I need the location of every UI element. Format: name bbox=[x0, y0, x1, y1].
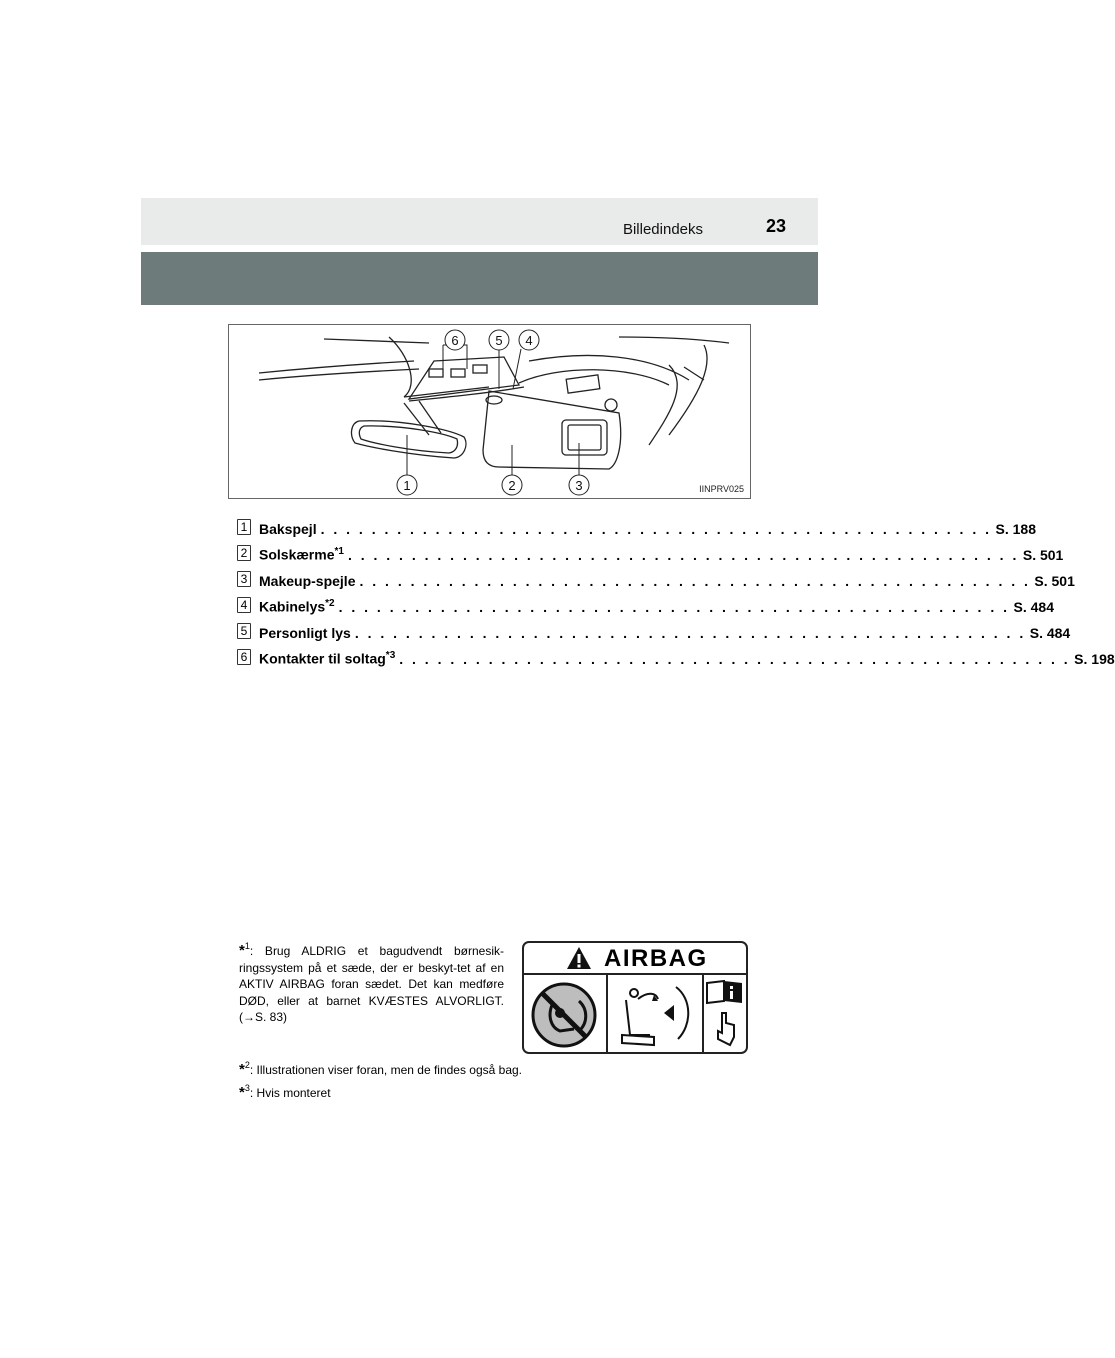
page-reference[interactable]: S. 484 bbox=[1013, 599, 1054, 615]
footnote-text: : Illustrationen viser foran, men de findes også bag. bbox=[249, 1063, 523, 1077]
page-reference[interactable]: S. 198 bbox=[1074, 651, 1115, 667]
item-label: Kabinelys$^{*2}$ bbox=[259, 598, 335, 615]
footnote-1 bbox=[239, 938, 504, 1026]
dot-leader: . . . . . . . . . . . . . . . . . . . . . . . . . . . . . . . . . . . . . . . . . . . . . . . . . . . . . bbox=[354, 625, 1026, 641]
dot-leader: . . . . . . . . . . . . . . . . . . . . . . . . . . . . . . . . . . . . . . . . . . . . . . . . . . . . . bbox=[320, 521, 992, 537]
item-number: 6 bbox=[237, 649, 251, 665]
list-item bbox=[237, 589, 1054, 615]
item-number: 4 bbox=[237, 597, 251, 613]
item-number: 3 bbox=[237, 571, 251, 587]
footnote-marker: *$^1$ bbox=[239, 941, 250, 959]
item-number: 5 bbox=[237, 623, 251, 639]
item-label: Solskærme$^{*1}$ bbox=[259, 546, 344, 563]
overhead-console-illustration bbox=[228, 324, 751, 499]
section-title: Billedindeks bbox=[622, 221, 703, 238]
dot-leader: . . . . . . . . . . . . . . . . . . . . . . . . . . . . . . . . . . . . . . . . . . . . . . . . . . . . . bbox=[399, 651, 1071, 667]
page-number: 23 bbox=[765, 216, 786, 236]
callout-label: 4 bbox=[525, 333, 533, 348]
footnote-text: : Hvis monteret bbox=[249, 1086, 331, 1100]
list-item bbox=[237, 537, 1064, 563]
item-number: 1 bbox=[237, 519, 251, 535]
read-manual-icon bbox=[704, 975, 746, 1054]
callout-label: 6 bbox=[451, 333, 459, 348]
line-drawing bbox=[229, 325, 752, 500]
footnote-marker: *$^2$ bbox=[239, 1060, 250, 1078]
page-reference[interactable]: S. 501 bbox=[1034, 573, 1075, 589]
item-number: 2 bbox=[237, 545, 251, 561]
illustration-code: IINPRV025 bbox=[699, 484, 744, 494]
title-band bbox=[141, 252, 818, 305]
footnote-3 bbox=[239, 1083, 331, 1101]
item-label: Bakspejl bbox=[259, 521, 317, 537]
footnote-text: : Brug ALDRIG et bagudvendt børnesik-ringssystem på et sæde, der er beskyt-tet af en AKTIV AIRBAG foran sædet. Det kan medføre DØD, eller at barnet KVÆSTES ALVORLIGT. (→S. 83) bbox=[239, 944, 504, 1024]
page-reference[interactable]: S. 188 bbox=[995, 521, 1036, 537]
no-rear-facing-child-seat-icon bbox=[524, 975, 608, 1054]
item-label: Personligt lys bbox=[259, 625, 351, 641]
list-item bbox=[237, 615, 1071, 641]
airbag-deploy-icon bbox=[608, 975, 704, 1054]
item-label: Kontakter til soltag$^{*3}$ bbox=[259, 650, 396, 667]
dot-leader: . . . . . . . . . . . . . . . . . . . . . . . . . . . . . . . . . . . . . . . . . . . . . . . . . . . . . bbox=[338, 599, 1010, 615]
warning-triangle-icon bbox=[566, 946, 592, 970]
callout-label: 3 bbox=[575, 478, 583, 493]
callout-label: 1 bbox=[403, 478, 411, 493]
index-list bbox=[237, 511, 1115, 667]
list-item bbox=[237, 641, 1115, 667]
airbag-label-header bbox=[524, 943, 746, 975]
list-item bbox=[237, 563, 1075, 589]
footnote-marker: *$^3$ bbox=[239, 1083, 250, 1101]
item-label: Makeup-spejle bbox=[259, 573, 356, 589]
list-item bbox=[237, 511, 1036, 537]
dot-leader: . . . . . . . . . . . . . . . . . . . . . . . . . . . . . . . . . . . . . . . . . . . . . . . . . . . . . bbox=[359, 573, 1031, 589]
airbag-warning-label bbox=[522, 941, 748, 1054]
airbag-word: AIRBAG bbox=[604, 945, 708, 972]
callout-label: 2 bbox=[508, 478, 516, 493]
page-reference[interactable]: S. 501 bbox=[1022, 547, 1064, 563]
dot-leader: . . . . . . . . . . . . . . . . . . . . . . . . . . . . . . . . . . . . . . . . . . . . . . . . . . . . . bbox=[347, 547, 1019, 563]
page-reference[interactable]: S. 484 bbox=[1029, 625, 1071, 641]
header-bar bbox=[141, 198, 818, 245]
footnote-2 bbox=[239, 1060, 522, 1078]
callout-label: 5 bbox=[495, 333, 503, 348]
